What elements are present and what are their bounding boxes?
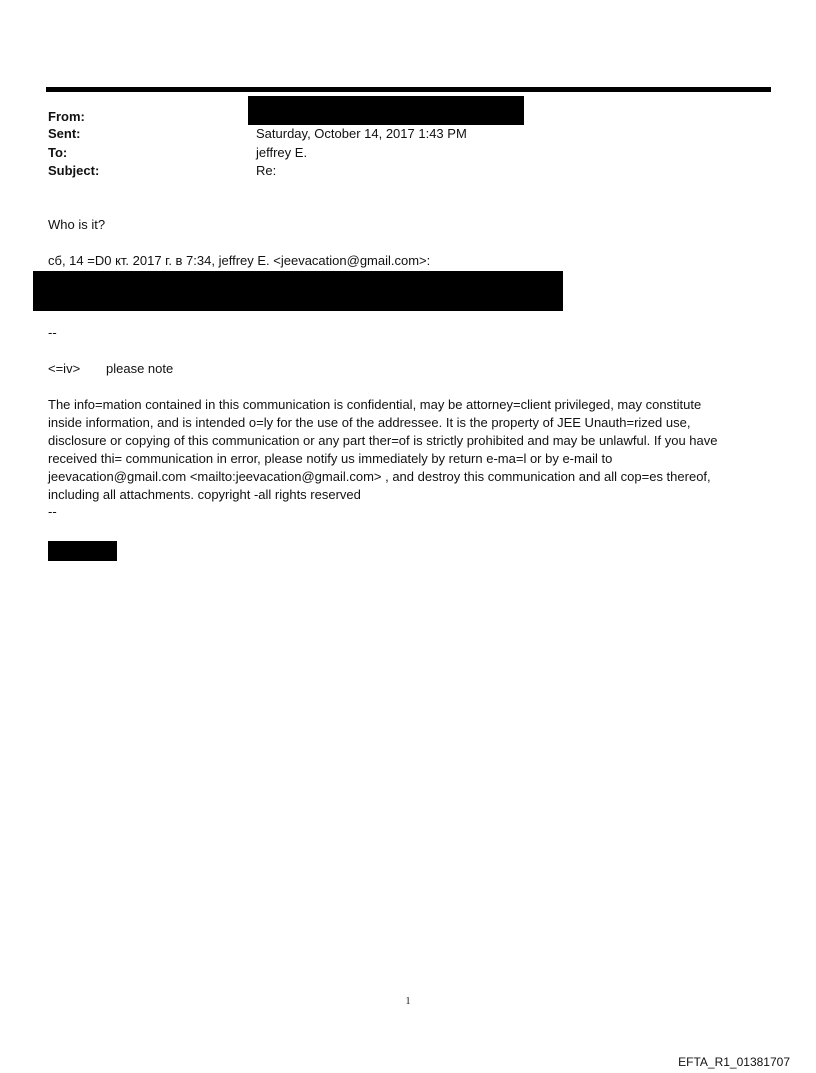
from-label: From: [48,109,85,124]
page-number: 1 [405,996,411,1007]
redacted-quoted-message [33,271,563,311]
message-text: Who is it? [48,217,106,232]
quoted-header-line: сб, 14 =D0 кт. 2017 г. в 7:34, jeffrey E. <jeevacation@gmail.com>: [48,253,431,268]
redacted-from-block [248,96,524,125]
separator-line: -- [48,325,57,340]
signature-tag: <=iv> [48,361,81,376]
signature-note: please note [106,361,174,376]
subject-label: Subject: [48,163,100,178]
disclaimer-line: including all attachments. copyright -all rights reserved [48,487,361,502]
sent-value: Saturday, October 14, 2017 1:43 PM [256,126,467,141]
separator-line: -- [48,504,57,519]
redacted-signature-block [48,541,117,561]
header-rule [46,87,771,92]
to-value: jeffrey E. [256,145,308,160]
disclaimer-line: disclosure or copying of this communication or any part ther=of is strictly prohibited and may be unlawful. If you have [48,433,718,448]
disclaimer-line: jeevacation@gmail.com <mailto:jeevacation@gmail.com> , and destroy this communication and all cop=es thereof, [48,469,711,484]
disclaimer-line: inside information, and is intended o=ly for the use of the addressee. It is the property of JEE Unauth=rized use, [48,415,691,430]
disclaimer-line: received thi= communication in error, please notify us immediately by return e-ma=l or by e-mail to [48,451,613,466]
to-label: To: [48,145,68,160]
document-id: EFTA_R1_01381707 [678,1055,790,1069]
sent-label: Sent: [48,126,81,141]
subject-value: Re: [256,163,277,178]
disclaimer-line: The info=mation contained in this communication is confidential, may be attorney=client privileged, may constitute [48,397,702,412]
